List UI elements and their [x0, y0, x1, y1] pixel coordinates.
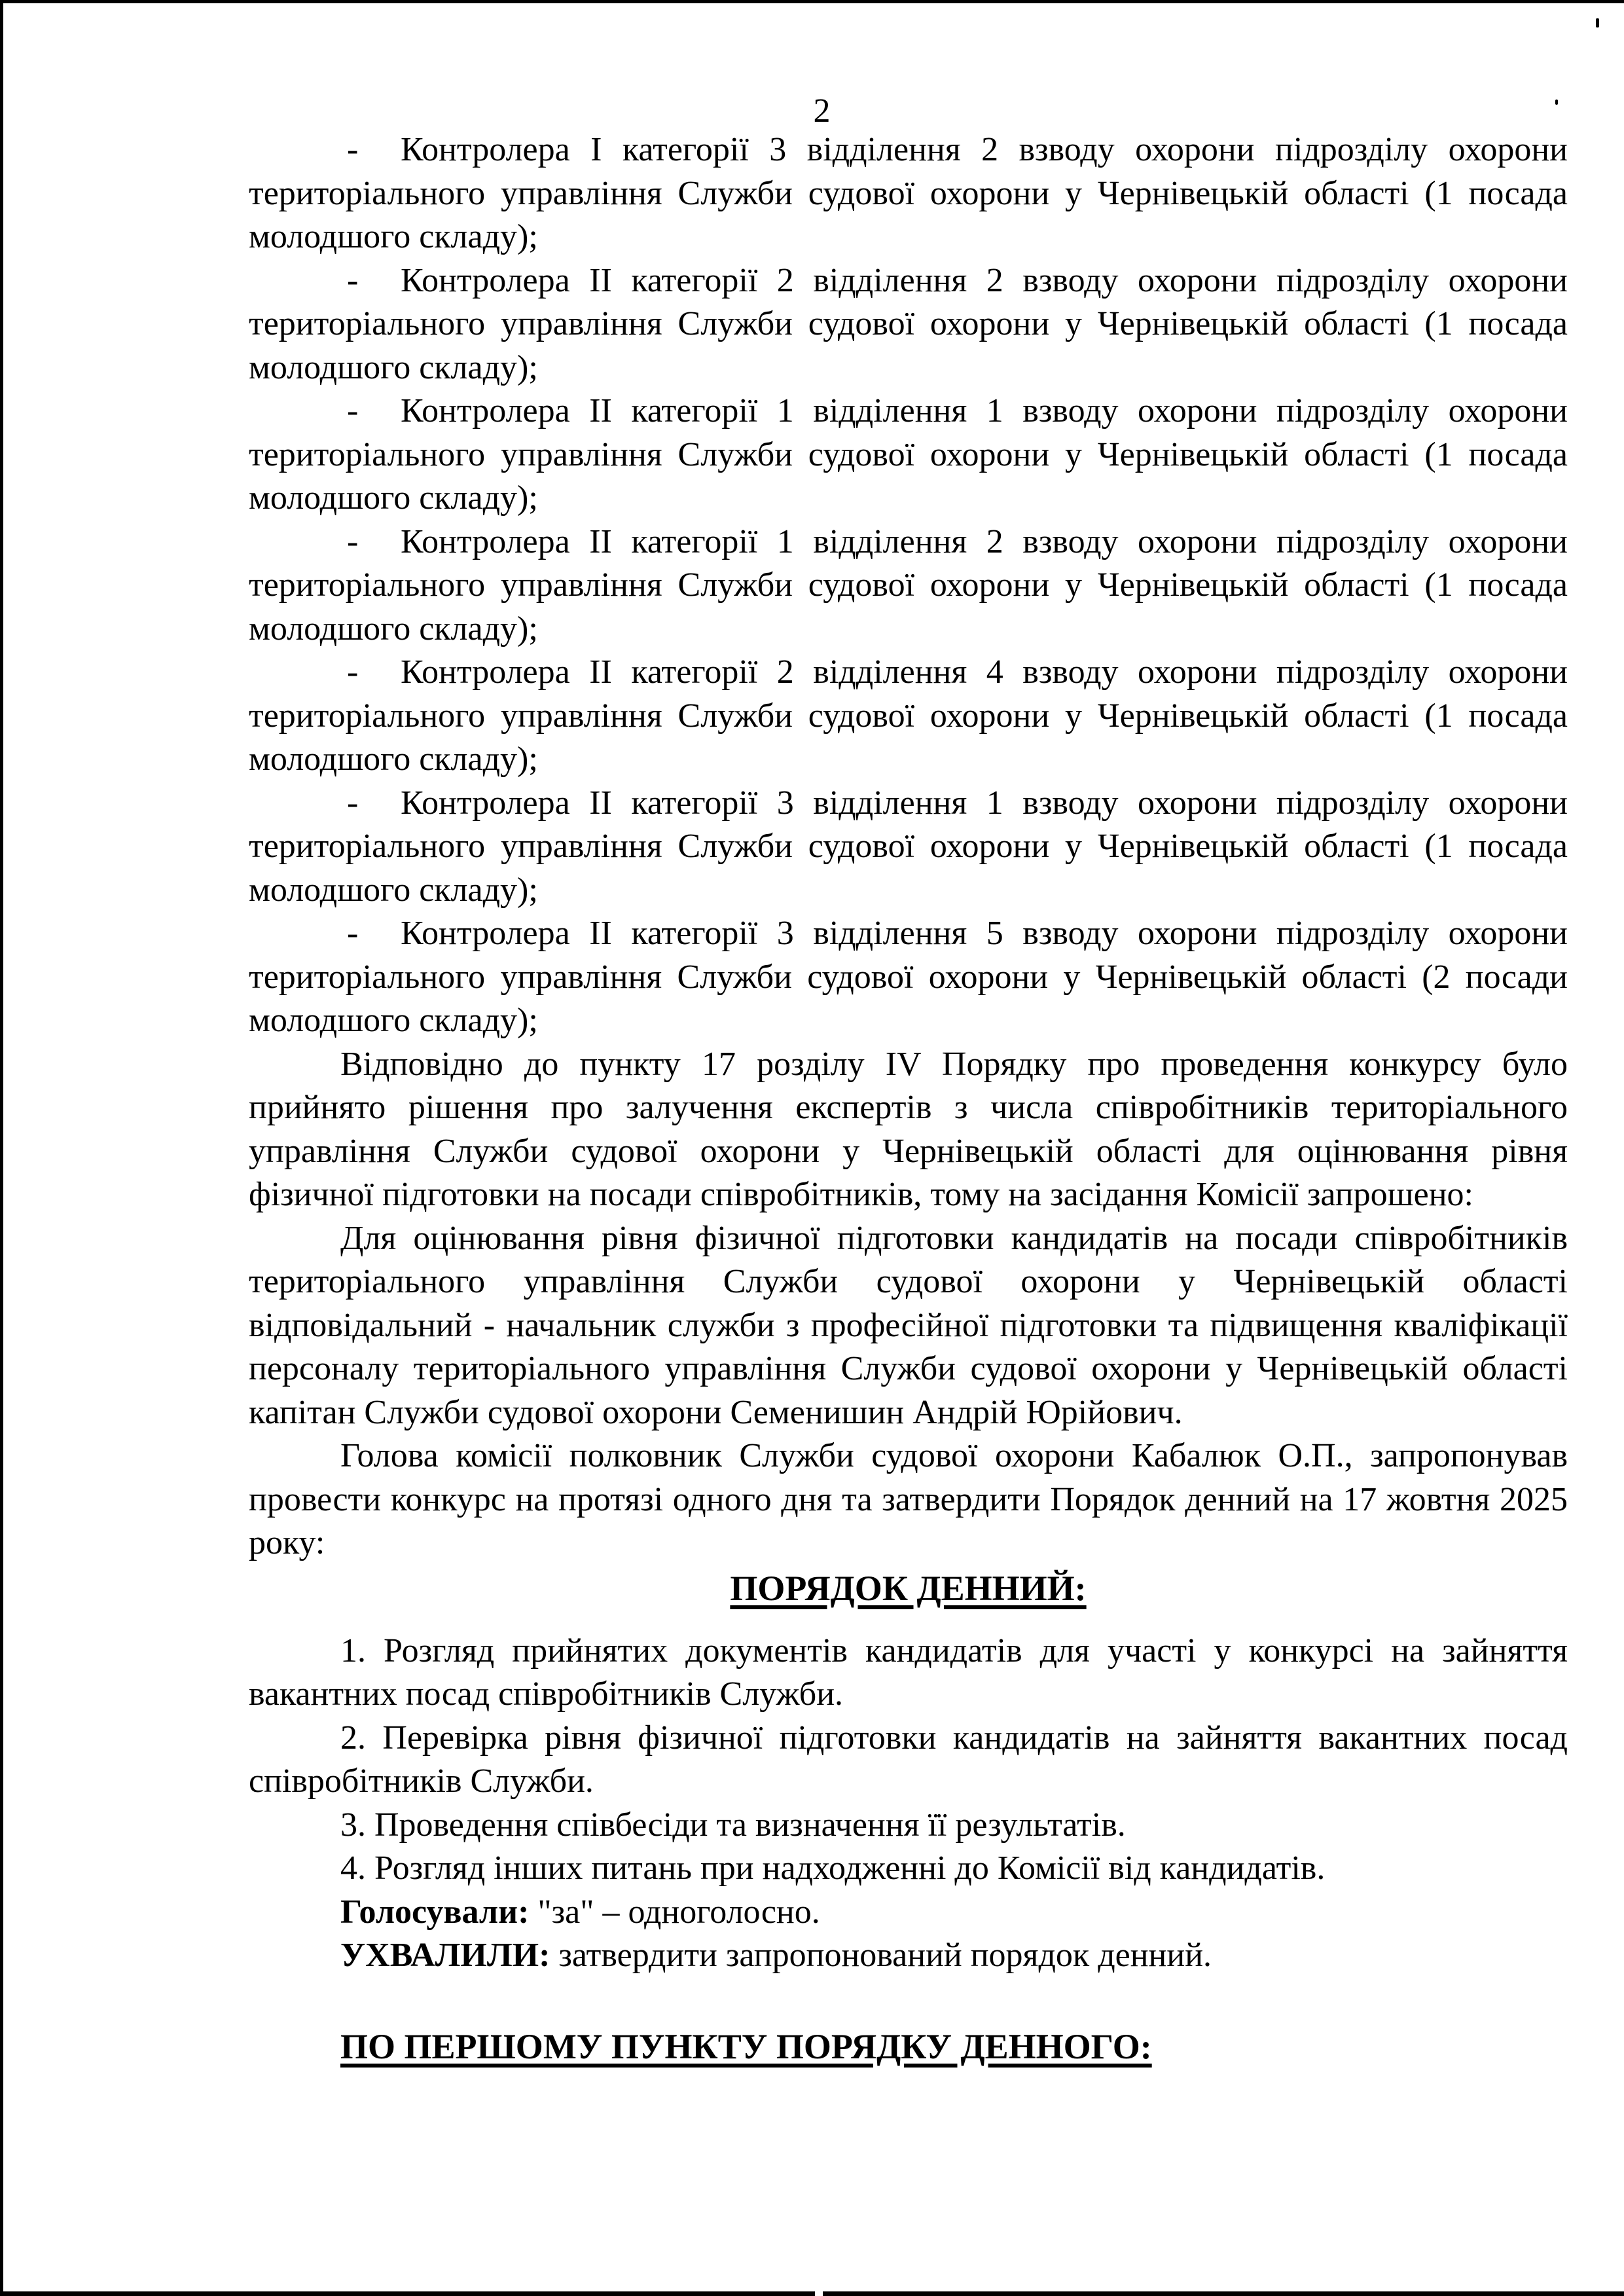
document-body: [249, 128, 1568, 2069]
scan-border-gap: [815, 2291, 823, 2296]
first-item-heading: ПО ПЕРШОМУ ПУНКТУ ПОРЯДКУ ДЕННОГО:: [340, 2026, 1152, 2066]
resolution-label: УХВАЛИЛИ:: [340, 1937, 550, 1974]
scan-speck: [1596, 18, 1599, 27]
resolution-line: [249, 1934, 1568, 1978]
spacer: [249, 1611, 1568, 1630]
dash-bullet: -: [347, 392, 359, 429]
agenda-item: 4. Розгляд інших питань при надходженні до Комісії від кандидатів.: [340, 1850, 1326, 1887]
position-item: [249, 651, 1568, 782]
position-text: Контролера II категорії 3 відділення 1 взводу охорони підрозділу охорони територіального управління Служби судової охорони у Чернівецькій області (1 посада молодшого складу);: [249, 784, 1568, 909]
agenda-item: 1. Розгляд прийнятих документів кандидатів для участі у конкурсі на зайняття вакантних посад співробітників Служби.: [249, 1631, 1568, 1713]
dash-bullet: -: [347, 653, 359, 691]
position-text: Контролера II категорії 3 відділення 5 взводу охорони підрозділу охорони територіального управління Служби судової охорони у Чернівецькій області (2 посади молодшого складу);: [249, 915, 1568, 1039]
page-number: 2: [813, 92, 831, 130]
positions-list: [249, 128, 1568, 1043]
vote-label: Голосували:: [340, 1893, 530, 1931]
vote-value: "за" – одноголосно.: [529, 1893, 820, 1931]
position-item: [249, 520, 1568, 651]
position-item: [249, 259, 1568, 390]
resolution-value: затвердити запропонований порядок денний.: [550, 1937, 1212, 1974]
position-text: Контролера II категорії 2 відділення 4 взводу охорони підрозділу охорони територіального управління Служби судової охорони у Чернівецькій області (1 посада молодшого складу);: [249, 653, 1568, 778]
position-text: Контролера II категорії 1 відділення 2 взводу охорони підрозділу охорони територіального управління Служби судової охорони у Чернівецькій області (1 посада молодшого складу);: [249, 522, 1568, 647]
agenda-item: 2. Перевірка рівня фізичної підготовки кандидатів на зайняття вакантних посад співробітників Служби.: [249, 1719, 1568, 1800]
position-text: Контролера II категорії 2 відділення 2 взводу охорони підрозділу охорони територіального управління Служби судової охорони у Чернівецькій області (1 посада молодшого складу);: [249, 261, 1568, 386]
dash-bullet: -: [347, 261, 359, 299]
agenda-list: [249, 1630, 1568, 1891]
responsible-paragraph: Для оцінювання рівня фізичної підготовки кандидатів на посади співробітників територіального управління Служби судової охорони у Чернівецькій області відповідальний - начальник служби з професійної підготовки та підвищення кваліфікації персоналу територіального управління Служби судової охорони у Чернівецькій області капітан Служби судової охорони Семенишин Андрій Юрійович.: [249, 1219, 1568, 1431]
dash-bullet: -: [347, 131, 359, 168]
scan-border-bottom: [0, 2291, 1624, 2296]
vote-line: [249, 1891, 1568, 1935]
dash-bullet: -: [347, 522, 359, 560]
agenda-item: 3. Проведення співбесіди та визначення її результатів.: [340, 1806, 1126, 1844]
position-text: Контролера II категорії 1 відділення 1 взводу охорони підрозділу охорони територіального управління Служби судової охорони у Чернівецькій області (1 посада молодшого складу);: [249, 392, 1568, 517]
position-item: [249, 390, 1568, 520]
position-item: [249, 912, 1568, 1043]
scan-border-top: [0, 0, 1624, 3]
position-item: [249, 128, 1568, 259]
dash-bullet: -: [347, 784, 359, 822]
scan-border-left: [0, 0, 3, 2296]
position-text: Контролера I категорії 3 відділення 2 взводу охорони підрозділу охорони територіального управління Служби судової охорони у Чернівецькій області (1 посада молодшого складу);: [249, 131, 1568, 255]
chairman-paragraph: Голова комісії полковник Служби судової охорони Кабалюк О.П., запропонував провести конкурс на протязі одного дня та затвердити Порядок денний на 17 жовтня 2025 року:: [249, 1437, 1568, 1561]
agenda-heading: ПОРЯДОК ДЕННИЙ:: [730, 1568, 1087, 1608]
experts-paragraph: Відповідно до пункту 17 розділу IV Порядку про проведення конкурсу було прийнято рішення про залучення експертів з числа співробітників територіального управління Служби судової охорони у Чернівецькій області для оцінювання рівня фізичної підготовки на посади співробітників, тому на засідання Комісії запрошено:: [249, 1045, 1568, 1213]
dash-bullet: -: [347, 915, 359, 952]
position-item: [249, 782, 1568, 913]
